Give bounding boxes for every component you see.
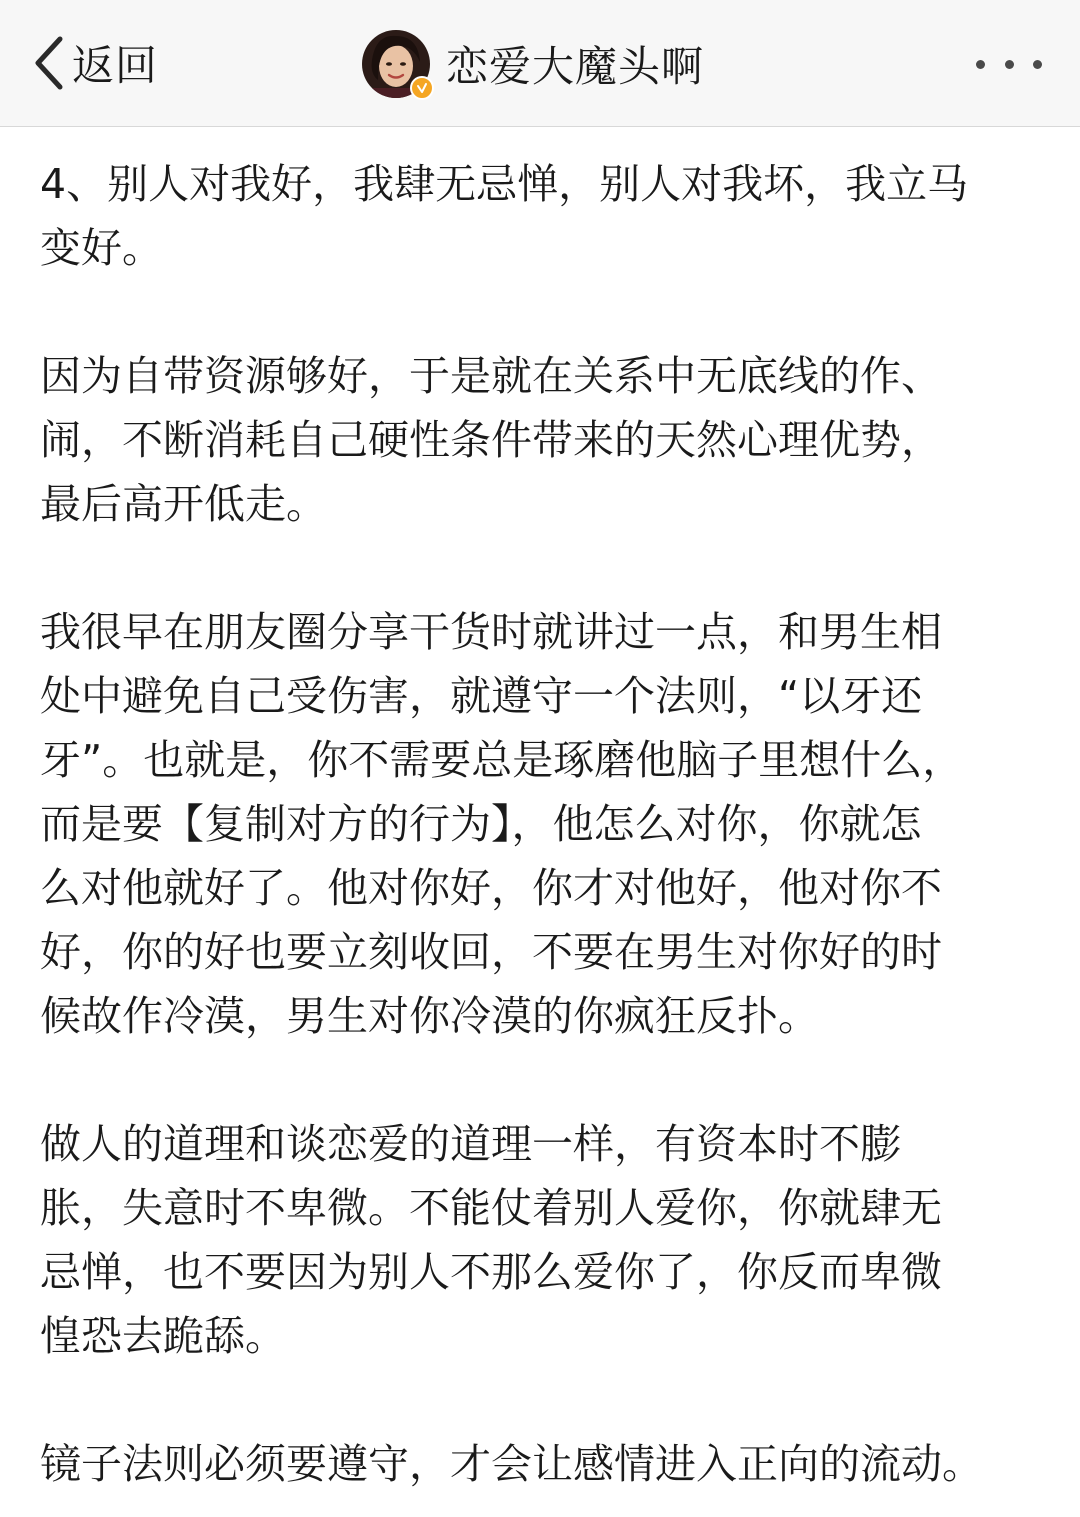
more-options-button[interactable]	[976, 48, 1042, 80]
back-button[interactable]	[30, 28, 158, 98]
post-paragraph: 因为自带资源够好，于是就在关系中无底线的作、 闹，不断消耗自己硬性条件带来的天然心理优势， 最后高开低走。	[40, 352, 942, 528]
post-paragraph: 做人的道理和谈恋爱的道理一样，有资本时不膨 胀，失意时不卑微。不能仗着别人爱你，你就肆无 忌惮，也不要因为别人不那么爱你了，你反而卑微 惶恐去跪舔。	[40, 1120, 942, 1360]
chevron-left-icon	[30, 33, 66, 93]
more-dot-icon	[976, 60, 985, 69]
more-dot-icon	[1005, 60, 1014, 69]
back-label: 返回	[72, 41, 159, 90]
post-paragraph: 4、别人对我好，我肆无忌惮，别人对我坏，我立马 变好。	[40, 160, 969, 272]
more-dot-icon	[1033, 60, 1042, 69]
verified-badge-icon	[410, 76, 434, 100]
author-nickname[interactable]: 恋爱大魔头啊	[446, 42, 705, 91]
avatar[interactable]	[362, 30, 430, 98]
post-paragraph: 我很早在朋友圈分享干货时就讲过一点，和男生相 处中避免自己受伤害，就遵守一个法则，“以牙还 牙”。也就是，你不需要总是琢磨他脑子里想什么， 而是要【复制对方的行为】，他怎么对你，你就怎 么对他就好了。他对你好，你才对他好，他对你不 好，你的好也要立刻收回，不要在男生对你好的时 候故作冷漠，男生对你冷漠的你疯狂反扑。	[40, 608, 964, 1040]
post-paragraph: 镜子法则必须要遵守，才会让感情进入正向的流动。	[40, 1440, 983, 1488]
top-navigation-bar	[0, 0, 1080, 127]
post-body	[40, 152, 1040, 1496]
author-header[interactable]	[362, 28, 704, 100]
